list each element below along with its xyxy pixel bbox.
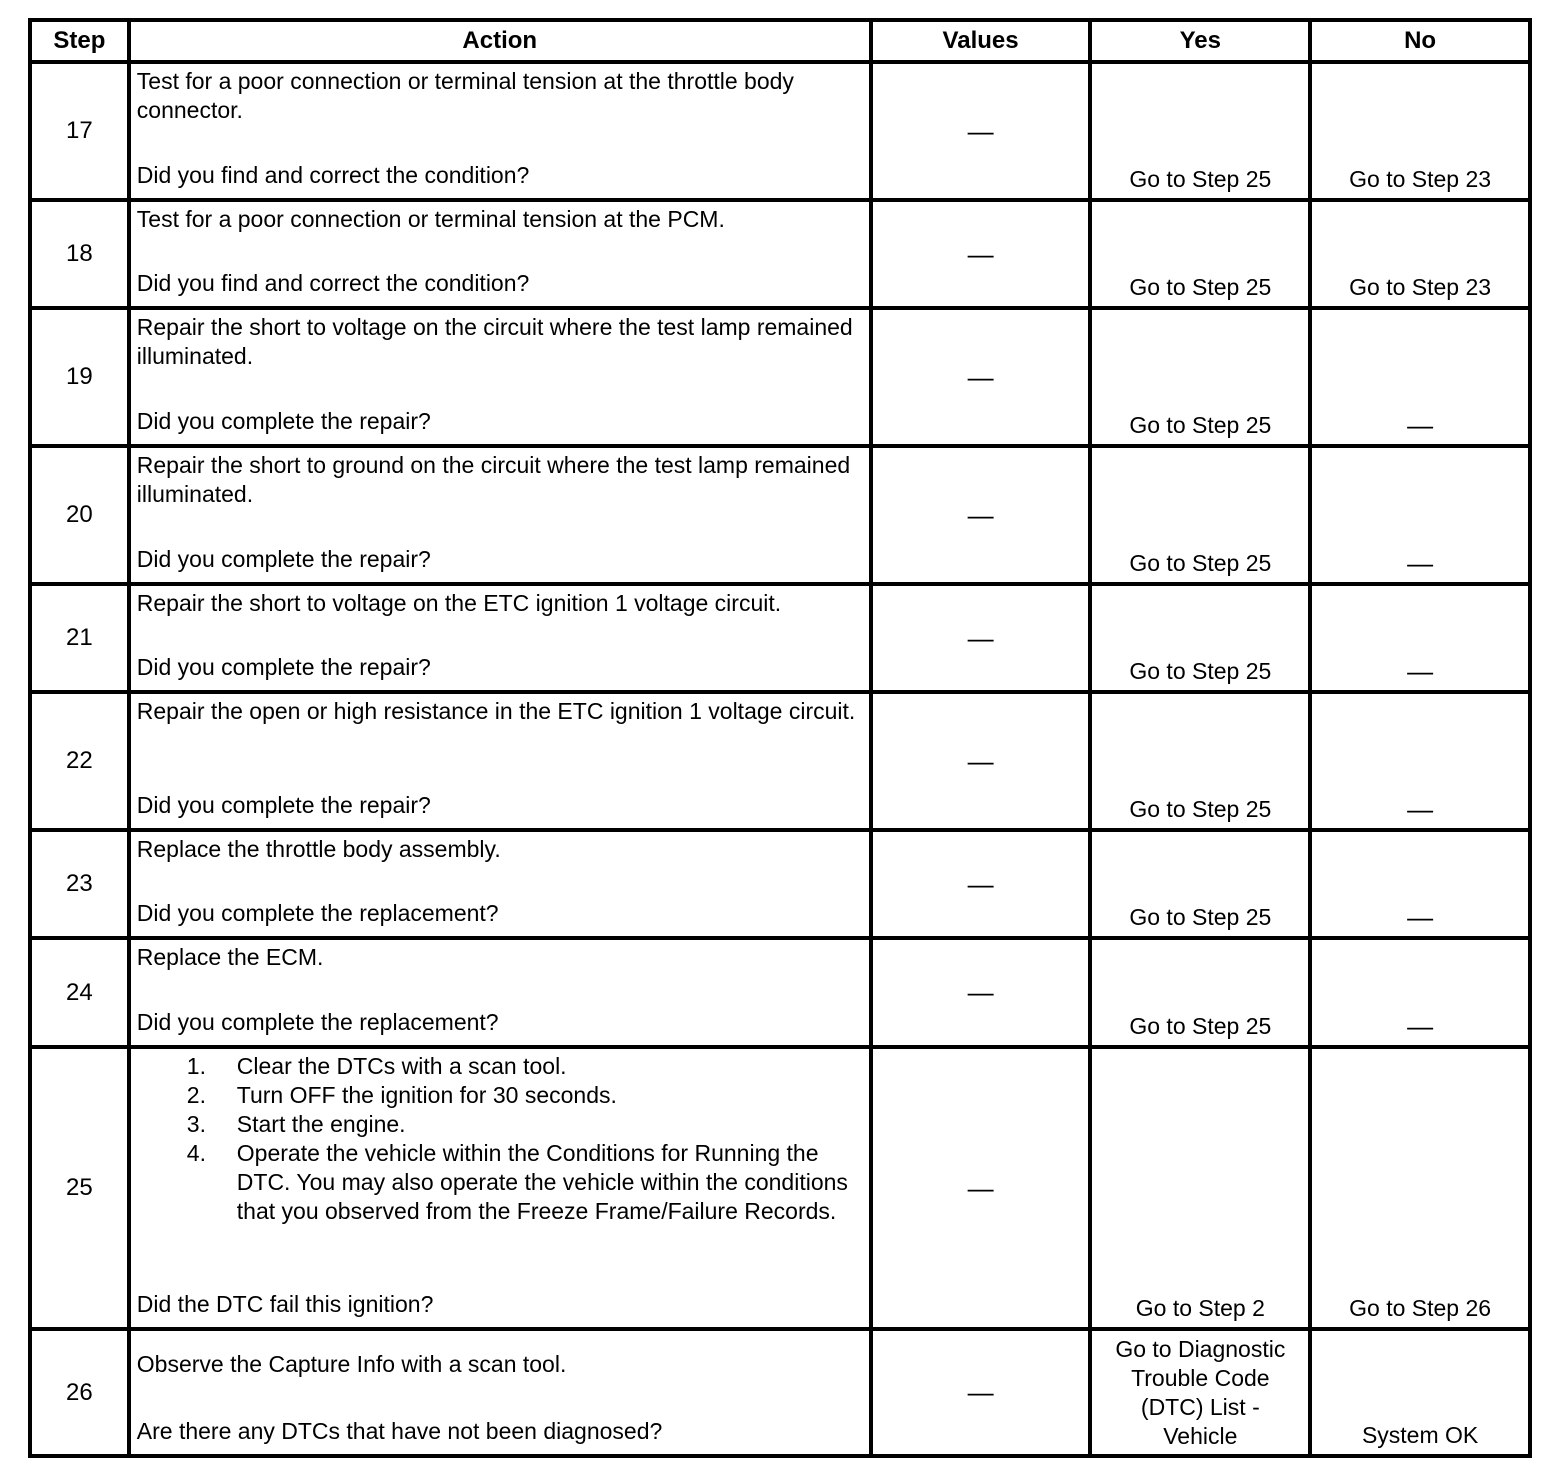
values-cell: — bbox=[871, 308, 1091, 446]
values-cell: — bbox=[871, 584, 1091, 692]
step-number: 21 bbox=[30, 584, 129, 692]
list-item bbox=[187, 1110, 861, 1139]
action-text: Test for a poor connection or terminal tension at the PCM. bbox=[136, 206, 725, 232]
action-cell bbox=[129, 446, 871, 584]
step-number: 24 bbox=[30, 938, 129, 1047]
action-cell bbox=[129, 200, 871, 308]
values-cell: — bbox=[871, 830, 1091, 938]
table-row bbox=[30, 1329, 1530, 1456]
no-cell bbox=[1310, 308, 1530, 446]
action-text: Replace the ECM. bbox=[136, 944, 324, 970]
no-text: Go to Step 26 bbox=[1349, 1295, 1492, 1321]
step-number: 20 bbox=[30, 446, 129, 584]
header-action: Action bbox=[129, 20, 871, 62]
no-cell bbox=[1310, 446, 1530, 584]
list-text: Operate the vehicle within the Conditions for Running the DTC. You may also operate the vehicle within the conditions that you observed from the Freeze Frame/Failure Records. bbox=[236, 1140, 848, 1224]
list-number: 2. bbox=[186, 1082, 206, 1108]
yes-text: Go to Step 25 bbox=[1129, 658, 1272, 684]
action-question: Did you complete the replacement? bbox=[136, 1009, 499, 1035]
no-text: — bbox=[1407, 548, 1434, 578]
yes-cell bbox=[1090, 446, 1310, 584]
no-text: — bbox=[1407, 794, 1434, 824]
list-number: 1. bbox=[186, 1053, 206, 1079]
yes-text: Go to Step 25 bbox=[1129, 904, 1272, 930]
yes-text: Go to Step 25 bbox=[1129, 796, 1272, 822]
action-question: Did you complete the repair? bbox=[136, 546, 431, 572]
no-cell bbox=[1310, 1047, 1530, 1329]
action-text: Replace the throttle body assembly. bbox=[136, 836, 501, 862]
yes-cell bbox=[1090, 830, 1310, 938]
header-row bbox=[30, 20, 1530, 62]
no-text: — bbox=[1407, 410, 1434, 440]
list-number: 3. bbox=[186, 1111, 206, 1137]
list-text: Clear the DTCs with a scan tool. bbox=[236, 1053, 567, 1079]
values-cell: — bbox=[871, 62, 1091, 200]
table-row bbox=[30, 446, 1530, 584]
yes-text: Go to Diagnostic Trouble Code (DTC) List - Vehicle bbox=[1115, 1335, 1286, 1449]
table-row bbox=[30, 692, 1530, 830]
yes-cell bbox=[1090, 692, 1310, 830]
action-question: Did you complete the replacement? bbox=[136, 900, 499, 926]
action-cell bbox=[129, 938, 871, 1047]
table-row bbox=[30, 830, 1530, 938]
yes-cell bbox=[1090, 584, 1310, 692]
no-cell bbox=[1310, 62, 1530, 200]
action-cell bbox=[129, 1329, 871, 1456]
header-values: Values bbox=[871, 20, 1091, 62]
step-number: 17 bbox=[30, 62, 129, 200]
table-row bbox=[30, 1047, 1530, 1329]
header-step: Step bbox=[30, 20, 129, 62]
action-text: Repair the short to voltage on the circuit where the test lamp remained illuminated. bbox=[136, 314, 853, 369]
header-yes: Yes bbox=[1090, 20, 1310, 62]
action-cell bbox=[129, 62, 871, 200]
action-question: Are there any DTCs that have not been diagnosed? bbox=[136, 1418, 663, 1444]
list-number: 4. bbox=[186, 1140, 206, 1166]
action-cell bbox=[129, 584, 871, 692]
action-question: Did the DTC fail this ignition? bbox=[136, 1291, 434, 1317]
no-cell bbox=[1310, 830, 1530, 938]
yes-text: Go to Step 25 bbox=[1129, 166, 1272, 192]
step-number: 25 bbox=[30, 1047, 129, 1329]
yes-cell bbox=[1090, 1047, 1310, 1329]
no-cell bbox=[1310, 1329, 1530, 1456]
action-cell bbox=[129, 692, 871, 830]
values-cell: — bbox=[871, 1047, 1091, 1329]
yes-cell bbox=[1090, 938, 1310, 1047]
list-item bbox=[187, 1052, 861, 1081]
yes-text: Go to Step 25 bbox=[1129, 550, 1272, 576]
no-text: Go to Step 23 bbox=[1349, 166, 1492, 192]
yes-text: Go to Step 25 bbox=[1129, 274, 1272, 300]
step-number: 18 bbox=[30, 200, 129, 308]
action-question: Did you complete the repair? bbox=[136, 654, 431, 680]
table-row bbox=[30, 308, 1530, 446]
yes-cell bbox=[1090, 1329, 1310, 1456]
yes-cell bbox=[1090, 200, 1310, 308]
values-cell: — bbox=[871, 1329, 1091, 1456]
values-cell: — bbox=[871, 938, 1091, 1047]
no-cell bbox=[1310, 938, 1530, 1047]
diagnostic-table bbox=[28, 18, 1532, 1458]
action-cell bbox=[129, 830, 871, 938]
yes-cell bbox=[1090, 62, 1310, 200]
step-number: 26 bbox=[30, 1329, 129, 1456]
action-text: Repair the open or high resistance in the ETC ignition 1 voltage circuit. bbox=[136, 698, 856, 724]
values-cell: — bbox=[871, 200, 1091, 308]
table-row bbox=[30, 200, 1530, 308]
table-row bbox=[30, 938, 1530, 1047]
list-item bbox=[187, 1139, 861, 1226]
no-cell bbox=[1310, 200, 1530, 308]
action-cell bbox=[129, 308, 871, 446]
no-cell bbox=[1310, 584, 1530, 692]
step-number: 23 bbox=[30, 830, 129, 938]
action-text: Repair the short to ground on the circuit where the test lamp remained illuminated. bbox=[136, 452, 851, 507]
list-item bbox=[187, 1081, 861, 1110]
action-question: Did you complete the repair? bbox=[136, 792, 431, 818]
values-cell: — bbox=[871, 692, 1091, 830]
no-text: Go to Step 23 bbox=[1349, 274, 1492, 300]
yes-text: Go to Step 25 bbox=[1129, 1013, 1272, 1039]
table-row bbox=[30, 584, 1530, 692]
no-text: — bbox=[1407, 656, 1434, 686]
action-text: Test for a poor connection or terminal tension at the throttle body connector. bbox=[136, 68, 794, 123]
list-text: Turn OFF the ignition for 30 seconds. bbox=[236, 1082, 617, 1108]
yes-text: Go to Step 25 bbox=[1129, 412, 1272, 438]
step-number: 19 bbox=[30, 308, 129, 446]
step-number: 22 bbox=[30, 692, 129, 830]
table-row bbox=[30, 62, 1530, 200]
no-text: — bbox=[1407, 1011, 1434, 1041]
action-question: Did you complete the repair? bbox=[136, 408, 431, 434]
yes-text: Go to Step 2 bbox=[1135, 1295, 1265, 1321]
action-text: Repair the short to voltage on the ETC ignition 1 voltage circuit. bbox=[136, 590, 782, 616]
no-text: — bbox=[1407, 902, 1434, 932]
procedure-list bbox=[137, 1052, 861, 1226]
action-text: Observe the Capture Info with a scan tool. bbox=[136, 1351, 567, 1377]
no-text: System OK bbox=[1361, 1422, 1479, 1448]
no-cell bbox=[1310, 692, 1530, 830]
action-question: Did you find and correct the condition? bbox=[136, 162, 530, 188]
header-no: No bbox=[1310, 20, 1530, 62]
action-cell bbox=[129, 1047, 871, 1329]
action-question: Did you find and correct the condition? bbox=[136, 270, 530, 296]
yes-cell bbox=[1090, 308, 1310, 446]
list-text: Start the engine. bbox=[236, 1111, 406, 1137]
values-cell: — bbox=[871, 446, 1091, 584]
